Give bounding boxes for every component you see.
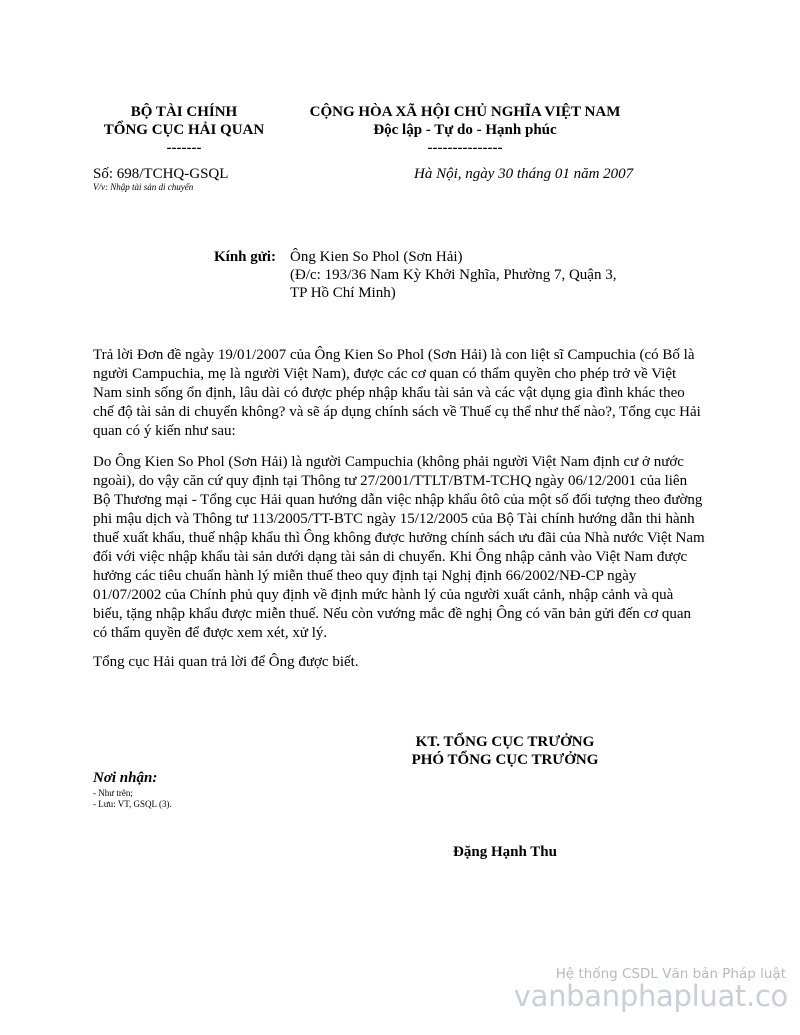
watermark-caption: Hệ thống CSDL Văn bản Pháp luật xyxy=(555,966,786,982)
recipients-line-1: - Như trên; xyxy=(93,788,133,798)
signature-title-2: PHÓ TỔNG CỤC TRƯỞNG xyxy=(411,752,599,768)
body-paragraph-1: Trả lời Đơn đề ngày 19/01/2007 của Ông Kien So Phol (Sơn Hải) là con liệt sĩ Campuchia (có Bố là người Campuchia, mẹ là người Việt Nam), được các cơ quan có thẩm quyền cho phép trở về Việt Nam sinh sống ổn định, lâu dài có được phép nhập khẩu tài sản và các vật dụng gia đình khác theo chế độ tài sản di chuyển không? và sẽ áp dụng chính sách về Thuế cụ thể như thế nào?, Tổng cục Hải quan có ý kiến như sau: xyxy=(93,347,701,439)
body-paragraph-2: Do Ông Kien So Phol (Sơn Hải) là người Campuchia (không phải người Việt Nam định cư ở nước ngoài), do vậy căn cứ quy định tại Thông tư 27/2001/TTLT/BTM-TCHQ ngày 06/12/2001 của liên Bộ Thương mại - Tổng cục Hải quan hướng dẫn việc nhập khẩu ôtô của một số đối tượng theo đường phi mậu dịch và Thông tư 113/2005/TT-BTC ngày 15/12/2005 của Bộ Tài chính hướng dẫn thi hành thuế xuất khẩu, thuế nhập khẩu thì Ông không được hưởng chính sách ưu đãi của Nhà nước Việt Nam đối với việc nhập khẩu tài sản dưới dạng tài sản di chuyển. Khi Ông nhập cảnh vào Việt Nam được hưởng các tiêu chuẩn hành lý miễn thuế theo quy định tại Nghị định 66/2002/NĐ-CP ngày 01/07/2002 của Chính phủ quy định về định mức hành lý của người xuất cảnh, nhập cảnh và quà biếu, tặng nhập khẩu được miễn thuế. Nếu còn vướng mắc đề nghị Ông có văn bản gửi đến cơ quan có thẩm quyền để được xem xét, xử lý. xyxy=(93,454,705,641)
recipient-address-line2: TP Hồ Chí Minh) xyxy=(290,285,396,301)
signature-title-1: KT. TỔNG CỤC TRƯỞNG xyxy=(415,734,595,750)
recipients-title: Nơi nhận: xyxy=(93,770,158,786)
document-subject: V/v: Nhập tài sản di chuyển xyxy=(93,182,194,192)
agency-name: TỔNG CỤC HẢI QUAN xyxy=(103,122,265,138)
recipients-line-2: - Lưu: VT, GSQL (3). xyxy=(93,799,172,809)
recipient-name: Ông Kien So Phol (Sơn Hải) xyxy=(290,249,463,265)
recipient-label: Kính gửi: xyxy=(214,249,276,265)
place-date: Hà Nội, ngày 30 tháng 01 năm 2007 xyxy=(414,166,634,182)
body-paragraph-3: Tổng cục Hải quan trả lời để Ông được biết. xyxy=(93,654,359,670)
signer-name: Đặng Hạnh Thu xyxy=(453,844,557,860)
right-header-divider: --------------- xyxy=(427,140,503,156)
ministry-name: BỘ TÀI CHÍNH xyxy=(130,104,238,120)
document-number: Số: 698/TCHQ-GSQL xyxy=(93,166,229,182)
nation-motto: Độc lập - Tự do - Hạnh phúc xyxy=(373,122,557,138)
watermark-site: vanbanphapluat.co xyxy=(513,979,788,1013)
nation-title: CỘNG HÒA XÃ HỘI CHỦ NGHĨA VIỆT NAM xyxy=(309,104,621,120)
left-header-divider: ------- xyxy=(166,140,202,156)
recipient-address-line1: (Đ/c: 193/36 Nam Kỳ Khởi Nghĩa, Phường 7, Quận 3, xyxy=(290,267,617,283)
